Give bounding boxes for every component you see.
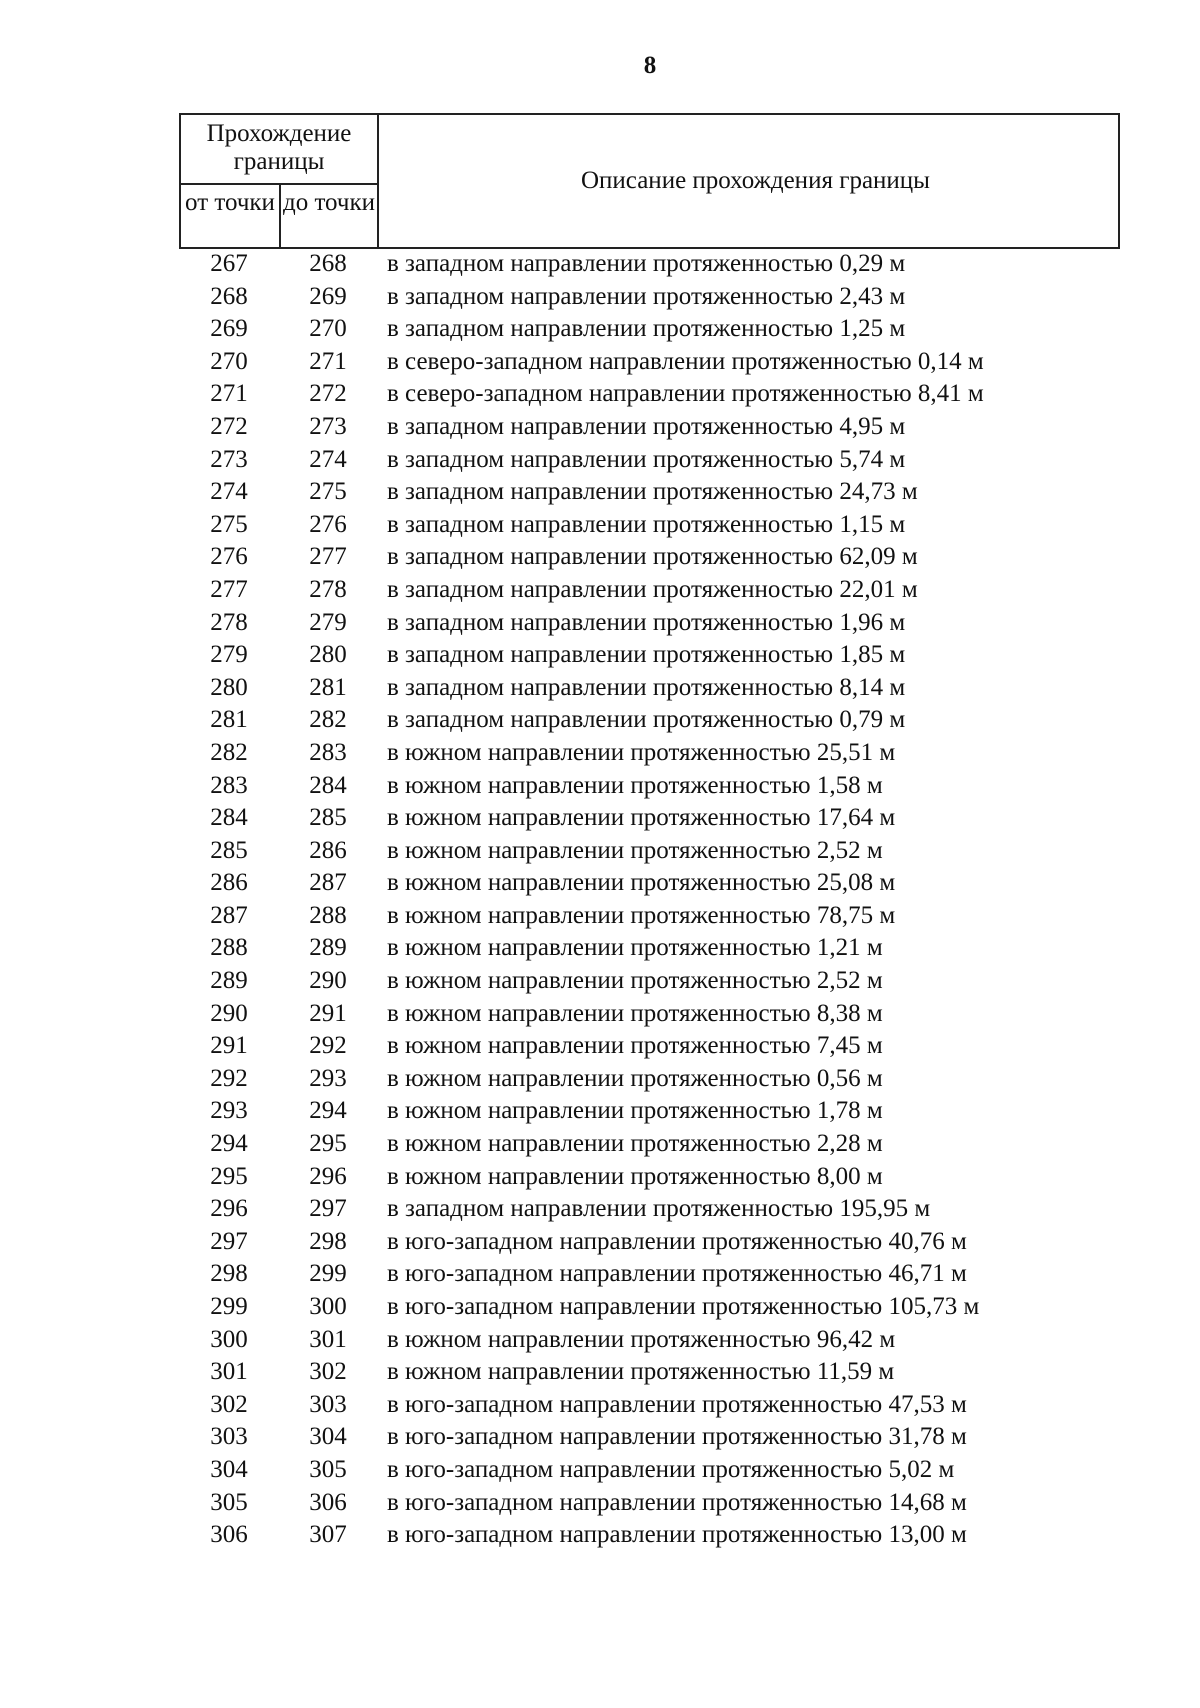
table-row bbox=[179, 509, 1120, 542]
description-cell: в южном направлении протяженностью 78,75 м bbox=[387, 901, 896, 929]
description-cell: в южном направлении протяженностью 1,78 м bbox=[387, 1097, 883, 1125]
description-cell: в юго-западном направлении протяженностью 46,71 м bbox=[387, 1260, 967, 1288]
header-boundary-passage: Прохождение границы bbox=[181, 115, 379, 185]
to-point-cell: 272 bbox=[309, 380, 347, 408]
description-cell: в западном направлении протяженностью 0,29 м bbox=[387, 250, 906, 277]
table-row bbox=[179, 867, 1120, 900]
table-row bbox=[179, 770, 1120, 803]
from-point-cell: 283 bbox=[210, 771, 248, 799]
description-cell: в южном направлении протяженностью 25,51 м bbox=[387, 738, 896, 766]
from-point-cell: 291 bbox=[210, 1032, 248, 1060]
description-cell: в южном направлении протяженностью 17,64 м bbox=[387, 804, 896, 832]
description-cell: в южном направлении протяженностью 0,56 м bbox=[387, 1064, 883, 1092]
to-point-cell: 303 bbox=[309, 1390, 347, 1418]
table-row bbox=[179, 900, 1120, 933]
table-row bbox=[179, 1389, 1120, 1422]
table-row bbox=[179, 737, 1120, 770]
to-point-cell: 294 bbox=[309, 1097, 347, 1125]
to-point-cell: 290 bbox=[309, 967, 347, 995]
table-row bbox=[179, 476, 1120, 509]
description-cell: в западном направлении протяженностью 1,85 м bbox=[387, 641, 906, 669]
description-cell: в западном направлении протяженностью 2,43 м bbox=[387, 282, 906, 310]
to-point-cell: 291 bbox=[309, 999, 347, 1027]
table-row bbox=[179, 1356, 1120, 1389]
to-point-cell: 301 bbox=[309, 1325, 347, 1353]
to-point-cell: 293 bbox=[309, 1064, 347, 1092]
table-row bbox=[179, 802, 1120, 835]
to-point-cell: 302 bbox=[309, 1358, 347, 1386]
from-point-cell: 301 bbox=[210, 1358, 248, 1386]
from-point-cell: 304 bbox=[210, 1455, 248, 1483]
from-point-cell: 282 bbox=[210, 738, 248, 766]
description-cell: в западном направлении протяженностью 22,01 м bbox=[387, 575, 918, 603]
table-row bbox=[179, 965, 1120, 998]
to-point-cell: 306 bbox=[309, 1488, 347, 1516]
from-point-cell: 299 bbox=[210, 1293, 248, 1320]
from-point-cell: 302 bbox=[210, 1390, 248, 1418]
from-point-cell: 267 bbox=[210, 250, 248, 277]
from-point-cell: 287 bbox=[210, 901, 248, 929]
to-point-cell: 275 bbox=[309, 478, 347, 506]
header-to-point: до точки bbox=[281, 185, 379, 249]
from-point-cell: 276 bbox=[210, 543, 248, 571]
to-point-cell: 268 bbox=[309, 250, 347, 277]
table-row bbox=[179, 248, 1120, 281]
to-point-cell: 292 bbox=[309, 1032, 347, 1060]
to-point-cell: 271 bbox=[309, 347, 347, 375]
table-row bbox=[179, 1030, 1120, 1063]
description-cell: в южном направлении протяженностью 8,38 м bbox=[387, 999, 883, 1027]
description-cell: в южном направлении протяженностью 11,59 м bbox=[387, 1358, 895, 1386]
description-cell: в юго-западном направлении протяженностью 40,76 м bbox=[387, 1227, 967, 1255]
from-point-cell: 281 bbox=[210, 706, 248, 734]
description-cell: в южном направлении протяженностью 7,45 м bbox=[387, 1032, 883, 1060]
from-point-cell: 275 bbox=[210, 510, 248, 538]
table-row bbox=[179, 346, 1120, 379]
from-point-cell: 295 bbox=[210, 1162, 248, 1190]
to-point-cell: 279 bbox=[309, 608, 347, 636]
from-point-cell: 293 bbox=[210, 1097, 248, 1125]
description-cell: в юго-западном направлении протяженностью 14,68 м bbox=[387, 1488, 967, 1516]
from-point-cell: 273 bbox=[210, 445, 248, 473]
to-point-cell: 299 bbox=[309, 1260, 347, 1288]
table-row bbox=[179, 541, 1120, 574]
table-row bbox=[179, 1324, 1120, 1357]
to-point-cell: 269 bbox=[309, 282, 347, 310]
page-number: 8 bbox=[643, 52, 657, 79]
to-point-cell: 296 bbox=[309, 1162, 347, 1190]
description-cell: в юго-западном направлении протяженностью 13,00 м bbox=[387, 1521, 967, 1549]
table-row bbox=[179, 607, 1120, 640]
description-cell: в северо-западном направлении протяженностью 8,41 м bbox=[387, 380, 984, 408]
table-body bbox=[179, 248, 1120, 1552]
from-point-cell: 289 bbox=[210, 967, 248, 995]
to-point-cell: 285 bbox=[309, 804, 347, 832]
table-row bbox=[179, 1487, 1120, 1520]
table-row bbox=[179, 1128, 1120, 1161]
table-row bbox=[179, 1161, 1120, 1194]
description-cell: в южном направлении протяженностью 2,28 м bbox=[387, 1130, 883, 1158]
to-point-cell: 287 bbox=[309, 869, 347, 897]
from-point-cell: 269 bbox=[210, 315, 248, 343]
from-point-cell: 274 bbox=[210, 478, 248, 506]
to-point-cell: 270 bbox=[309, 315, 347, 343]
to-point-cell: 298 bbox=[309, 1227, 347, 1255]
to-point-cell: 304 bbox=[309, 1423, 347, 1451]
from-point-cell: 279 bbox=[210, 641, 248, 669]
from-point-cell: 278 bbox=[210, 608, 248, 636]
from-point-cell: 284 bbox=[210, 804, 248, 832]
from-point-cell: 272 bbox=[210, 412, 248, 440]
from-point-cell: 300 bbox=[210, 1325, 248, 1353]
from-point-cell: 288 bbox=[210, 934, 248, 962]
from-point-cell: 306 bbox=[210, 1521, 248, 1549]
table-row bbox=[179, 411, 1120, 444]
description-cell: в южном направлении протяженностью 96,42 м bbox=[387, 1325, 896, 1353]
description-cell: в южном направлении протяженностью 25,08 м bbox=[387, 869, 896, 897]
from-point-cell: 305 bbox=[210, 1488, 248, 1516]
from-point-cell: 285 bbox=[210, 836, 248, 864]
table-row bbox=[179, 1193, 1120, 1226]
to-point-cell: 307 bbox=[309, 1521, 347, 1549]
table-row bbox=[179, 639, 1120, 672]
to-point-cell: 283 bbox=[309, 738, 347, 766]
to-point-cell: 286 bbox=[309, 836, 347, 864]
description-cell: в западном направлении протяженностью 4,95 м bbox=[387, 412, 906, 440]
description-cell: в юго-западном направлении протяженностью 47,53 м bbox=[387, 1390, 967, 1418]
from-point-cell: 292 bbox=[210, 1064, 248, 1092]
description-cell: в западном направлении протяженностью 62,09 м bbox=[387, 543, 918, 571]
table-row bbox=[179, 1421, 1120, 1454]
description-cell: в юго-западном направлении протяженностью 5,02 м bbox=[387, 1455, 955, 1483]
to-point-cell: 273 bbox=[309, 412, 347, 440]
to-point-cell: 297 bbox=[309, 1195, 347, 1223]
description-cell: в западном направлении протяженностью 24,73 м bbox=[387, 478, 918, 506]
to-point-cell: 295 bbox=[309, 1130, 347, 1158]
from-point-cell: 277 bbox=[210, 575, 248, 603]
description-cell: в западном направлении протяженностью 1,15 м bbox=[387, 510, 906, 538]
table-row bbox=[179, 378, 1120, 411]
description-cell: в южном направлении протяженностью 1,21 м bbox=[387, 934, 883, 962]
table-row bbox=[179, 1063, 1120, 1096]
table-row bbox=[179, 932, 1120, 965]
description-cell: в западном направлении протяженностью 0,79 м bbox=[387, 706, 906, 734]
description-cell: в северо-западном направлении протяженностью 0,14 м bbox=[387, 347, 984, 375]
to-point-cell: 282 bbox=[309, 706, 347, 734]
table-row bbox=[179, 704, 1120, 737]
table-row bbox=[179, 1291, 1120, 1324]
table-row bbox=[179, 281, 1120, 314]
table-row bbox=[179, 444, 1120, 477]
from-point-cell: 297 bbox=[210, 1227, 248, 1255]
to-point-cell: 300 bbox=[309, 1293, 347, 1320]
from-point-cell: 298 bbox=[210, 1260, 248, 1288]
table-row bbox=[179, 1226, 1120, 1259]
description-cell: в юго-западном направлении протяженностью 31,78 м bbox=[387, 1423, 967, 1451]
from-point-cell: 294 bbox=[210, 1130, 248, 1158]
description-cell: в западном направлении протяженностью 1,25 м bbox=[387, 315, 906, 343]
description-cell: в южном направлении протяженностью 8,00 м bbox=[387, 1162, 883, 1190]
table-row bbox=[179, 998, 1120, 1031]
from-point-cell: 271 bbox=[210, 380, 248, 408]
header-description: Описание прохождения границы bbox=[581, 167, 930, 194]
to-point-cell: 280 bbox=[309, 641, 347, 669]
to-point-cell: 277 bbox=[309, 543, 347, 571]
table-row bbox=[179, 835, 1120, 868]
table-row bbox=[179, 313, 1120, 346]
table-row bbox=[179, 574, 1120, 607]
table-row bbox=[179, 1454, 1120, 1487]
to-point-cell: 276 bbox=[309, 510, 347, 538]
table-row bbox=[179, 1095, 1120, 1128]
description-cell: в южном направлении протяженностью 1,58 м bbox=[387, 771, 883, 799]
table-header bbox=[179, 113, 1120, 249]
table-row bbox=[179, 672, 1120, 705]
table-row bbox=[179, 1519, 1120, 1552]
description-cell: в южном направлении протяженностью 2,52 м bbox=[387, 836, 883, 864]
description-cell: в западном направлении протяженностью 5,74 м bbox=[387, 445, 906, 473]
from-point-cell: 270 bbox=[210, 347, 248, 375]
to-point-cell: 288 bbox=[309, 901, 347, 929]
description-cell: в южном направлении протяженностью 2,52 м bbox=[387, 967, 883, 995]
description-cell: в юго-западном направлении протяженностью 105,73 м bbox=[387, 1293, 980, 1320]
from-point-cell: 286 bbox=[210, 869, 248, 897]
description-cell: в западном направлении протяженностью 1,96 м bbox=[387, 608, 906, 636]
to-point-cell: 278 bbox=[309, 575, 347, 603]
table-row bbox=[179, 1258, 1120, 1291]
header-from-point: от точки bbox=[181, 185, 281, 249]
from-point-cell: 268 bbox=[210, 282, 248, 310]
from-point-cell: 280 bbox=[210, 673, 248, 701]
from-point-cell: 296 bbox=[210, 1195, 248, 1223]
to-point-cell: 289 bbox=[309, 934, 347, 962]
from-point-cell: 290 bbox=[210, 999, 248, 1027]
description-cell: в западном направлении протяженностью 195,95 м bbox=[387, 1195, 931, 1223]
to-point-cell: 284 bbox=[309, 771, 347, 799]
from-point-cell: 303 bbox=[210, 1423, 248, 1451]
to-point-cell: 274 bbox=[309, 445, 347, 473]
to-point-cell: 305 bbox=[309, 1455, 347, 1483]
description-cell: в западном направлении протяженностью 8,14 м bbox=[387, 673, 906, 701]
to-point-cell: 281 bbox=[309, 673, 347, 701]
